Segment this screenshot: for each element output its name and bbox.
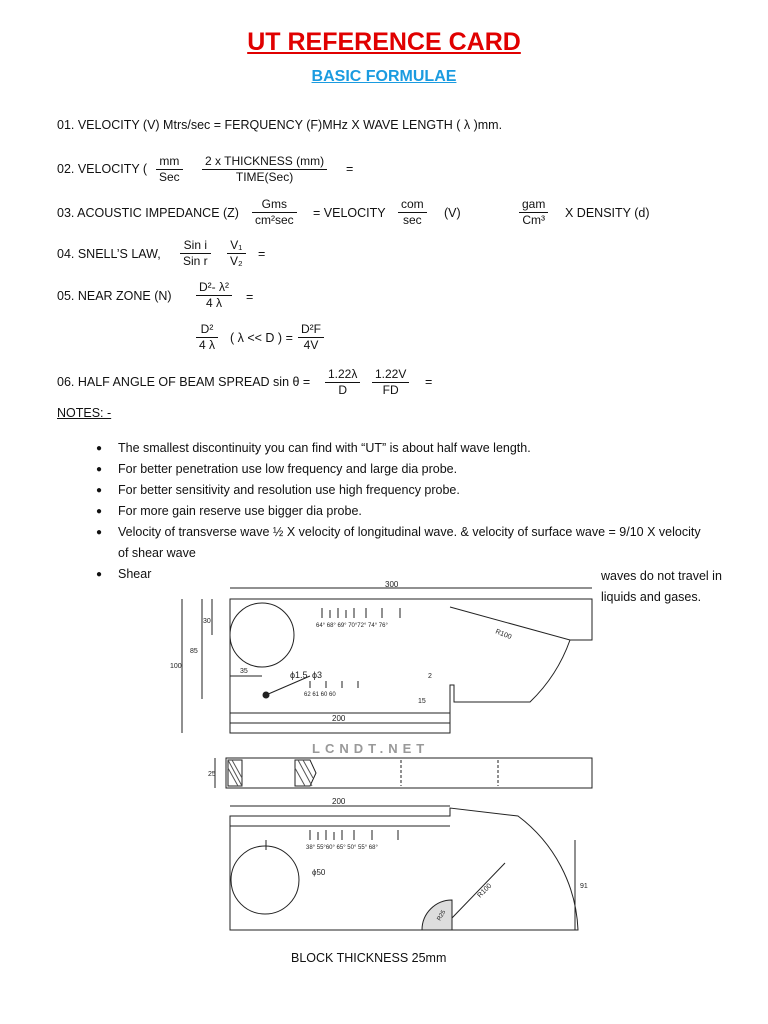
formula-1: 01. VELOCITY (V) Mtrs/sec = FERQUENCY (F)MHz X WAVE LENGTH ( λ )mm. bbox=[57, 118, 503, 132]
hole-label-1: ϕ1.5 bbox=[290, 670, 308, 680]
scale-mid: 62 61 60 60 bbox=[304, 692, 336, 698]
formula-5-frac-3: $\frac{\text{D²F}}{4V}$ bbox=[298, 322, 324, 353]
note-item: ● The smallest discontinuity you can find with “UT” is about half wave length. bbox=[96, 438, 716, 459]
r100-bottom: R100 bbox=[476, 882, 494, 900]
formula-6-label: 06. HALF ANGLE OF BEAM SPREAD sin θ = bbox=[57, 375, 311, 389]
formula-5-equals: = bbox=[246, 290, 254, 304]
dim-91: 91 bbox=[580, 883, 588, 890]
note-item: ● For more gain reserve use bigger dia probe. bbox=[96, 501, 716, 522]
formula-2-equals: = bbox=[346, 162, 354, 176]
formula-3-v: (V) bbox=[444, 206, 461, 220]
formula-2-label: 02. VELOCITY ( bbox=[57, 162, 148, 176]
notes-list bbox=[96, 438, 716, 585]
formula-4-equals: = bbox=[258, 247, 266, 261]
formula-3-frac-units: Gms cm²sec bbox=[252, 197, 297, 228]
formula-5-label: 05. NEAR ZONE (N) bbox=[57, 289, 172, 303]
dim-200-bottom: 200 bbox=[332, 797, 346, 806]
dim-200-top: 200 bbox=[332, 714, 346, 723]
page-subtitle: BASIC FORMULAE bbox=[311, 68, 457, 85]
formula-6-equals: = bbox=[425, 375, 433, 389]
block-front-view bbox=[170, 580, 592, 733]
r100-label: R100 bbox=[494, 628, 513, 642]
formula-6-frac-2: $\frac{1.22V}{FD}$ bbox=[372, 367, 409, 398]
dim-15: 15 bbox=[418, 698, 426, 705]
scale-bottom: 38° 55°60° 65° 50° 55° 68° bbox=[306, 845, 378, 851]
block-side-view bbox=[208, 758, 592, 788]
note-item: ● For better sensitivity and resolution use high frequency probe. bbox=[96, 480, 716, 501]
dim-85: 85 bbox=[190, 648, 198, 655]
r25-label: R25 bbox=[436, 909, 448, 922]
dim-35: 35 bbox=[240, 668, 248, 675]
hole-50-circle bbox=[230, 603, 294, 667]
formula-3-frac-vel: com sec bbox=[398, 197, 427, 228]
dim-100: 100 bbox=[170, 663, 182, 670]
formula-4-frac-sin: Sin i Sin r bbox=[180, 238, 211, 269]
hole-label-2: ϕ3 bbox=[312, 670, 323, 680]
formula-2-frac-units: mm Sec bbox=[156, 154, 183, 185]
block-bottom-view bbox=[230, 797, 588, 930]
formula-3-density: X DENSITY (d) bbox=[565, 206, 650, 220]
dim-25: 25 bbox=[208, 771, 216, 778]
block-thickness-caption: BLOCK THICKNESS 25mm bbox=[291, 951, 447, 965]
notes-heading: NOTES: - bbox=[57, 406, 112, 420]
note-item: ● Velocity of transverse wave ½ X velocity of longitudinal wave. & velocity of surface wave = 9/10 X velocity of shear wave bbox=[96, 522, 708, 564]
hole-50-bottom bbox=[231, 846, 299, 914]
formula-6-frac-1: $\frac{1.22\lambda}{D}$ bbox=[325, 367, 360, 398]
formula-3-label: 03. ACOUSTIC IMPEDANCE (Z) bbox=[57, 206, 239, 220]
note-item: ● Shear bbox=[96, 564, 716, 585]
dim-30: 30 bbox=[203, 618, 211, 625]
dim-300: 300 bbox=[385, 580, 399, 589]
note-item: ● For better penetration use low frequency and large dia probe. bbox=[96, 459, 716, 480]
scale-top: 64° 68° 69° 70°72° 74° 76° bbox=[316, 623, 388, 629]
dim-2: 2 bbox=[428, 673, 432, 680]
formula-3-velocity: = VELOCITY bbox=[313, 206, 386, 220]
page-title: UT REFERENCE CARD bbox=[247, 28, 521, 56]
calibration-block-drawing bbox=[160, 578, 600, 938]
formula-3-frac-density: gam Cm³ bbox=[519, 197, 548, 228]
formula-4-frac-v: $\frac{\text{V₁}}{\text{V₂}}$ bbox=[227, 238, 246, 269]
formula-5-frac-2: $\frac{\text{D²}}{4 \lambda}$ bbox=[196, 322, 218, 353]
hole-50-label: ϕ50 bbox=[312, 868, 326, 877]
note-last-continued: waves do not travel in liquids and gases. bbox=[601, 569, 722, 604]
formula-4-label: 04. SNELL’S LAW, bbox=[57, 247, 161, 261]
watermark: LCNDT.NET bbox=[312, 741, 430, 756]
formula-5-frac-1: $\frac{\text{D²- λ²}}{4 \lambda}$ bbox=[196, 280, 232, 311]
formula-5-condition: ( λ << D ) = bbox=[230, 331, 293, 345]
formula-2-frac-main: 2 x THICKNESS (mm) TIME(Sec) bbox=[202, 154, 327, 185]
